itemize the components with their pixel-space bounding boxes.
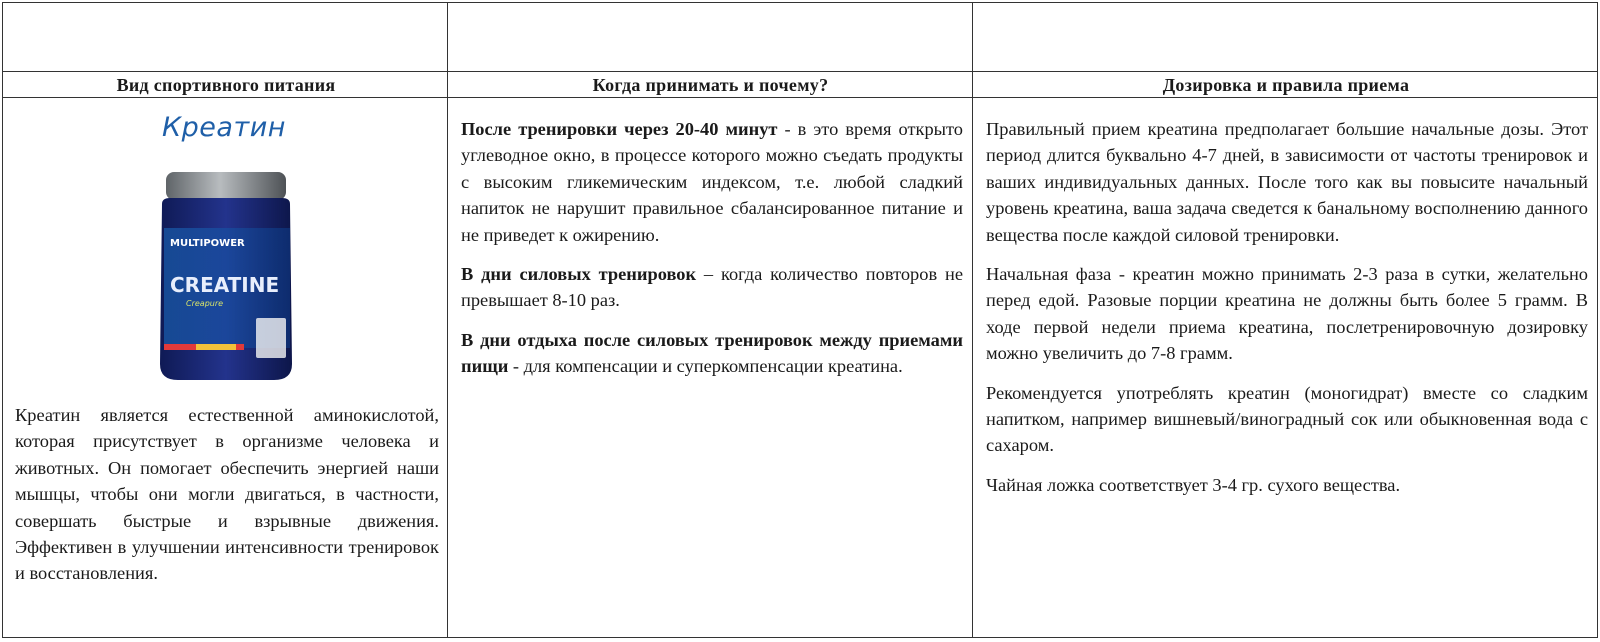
header-dosage: Дозировка и правила приема [1162, 75, 1410, 95]
header-type: Вид спортивного питания [116, 75, 336, 95]
when-item-3: В дни отдыха после силовых тренировок между приемами пищи - для компенсации и суперкомпенсации креатина. [461, 329, 963, 377]
column-divider-2 [972, 3, 973, 637]
creatine-jar-image [156, 168, 296, 384]
dosage-paragraph-3: Рекомендуется употреблять креатин (моногидрат) вместе со сладким напитком, например вишневый/виноградный сок или обыкновенная вода с сахаром. [986, 382, 1588, 456]
when-item-2: В дни силовых тренировок – когда количество повторов не превышает 8-10 раз. [461, 264, 963, 311]
column-divider-1 [447, 3, 448, 637]
when-column [461, 116, 963, 393]
product-description: Креатин является естественной аминокислотой, которая присутствует в организме человека и животных. Он помогает обеспечить энергией наши мышцы, чтобы они могли двигаться, в частности, совершать быстрые и взрывные движения. Эффективен в улучшении интенсивности тренировок и восстановления. [15, 405, 439, 584]
jar-sub: Creapure [186, 299, 224, 308]
dosage-paragraph-4: Чайная ложка соответствует 3-4 гр. сухого вещества. [986, 474, 1401, 495]
dosage-paragraph-2: Начальная фаза - креатин можно принимать 2-3 раза в сутки, желательно перед едой. Разовые порции креатина не должны быть более 5 грамм. В ходе первой недели приема креатина, послетренировочную дозировку можно увеличить до 7-8 грамм. [986, 264, 1588, 364]
when-item-1: После тренировки через 20-40 минут - в это время открыто углеводное окно, в процессе которого можно съедать продукты с высоким гликемическим индексом, т.е. любой сладкий напиток не нарушит правильное сбалансированное питание и не приведет к ожирению. [461, 119, 963, 245]
dosage-column [986, 116, 1588, 511]
jar-name: CREATINE [170, 273, 280, 297]
header-when: Когда принимать и почему? [592, 75, 829, 95]
jar-brand: MULTIPOWER [170, 238, 245, 249]
product-title: Креатин [162, 112, 286, 143]
dosage-paragraph-1: Правильный прием креатина предполагает большие начальные дозы. Этот период длится буквально 4-7 дней, в зависимости от частоты тренировок и ваших индивидуальных данных. После того как вы повысите начальный уровень креатина, ваша задача сведется к банальному восполнению данного вещества после каждой силовой тренировки. [986, 119, 1588, 245]
